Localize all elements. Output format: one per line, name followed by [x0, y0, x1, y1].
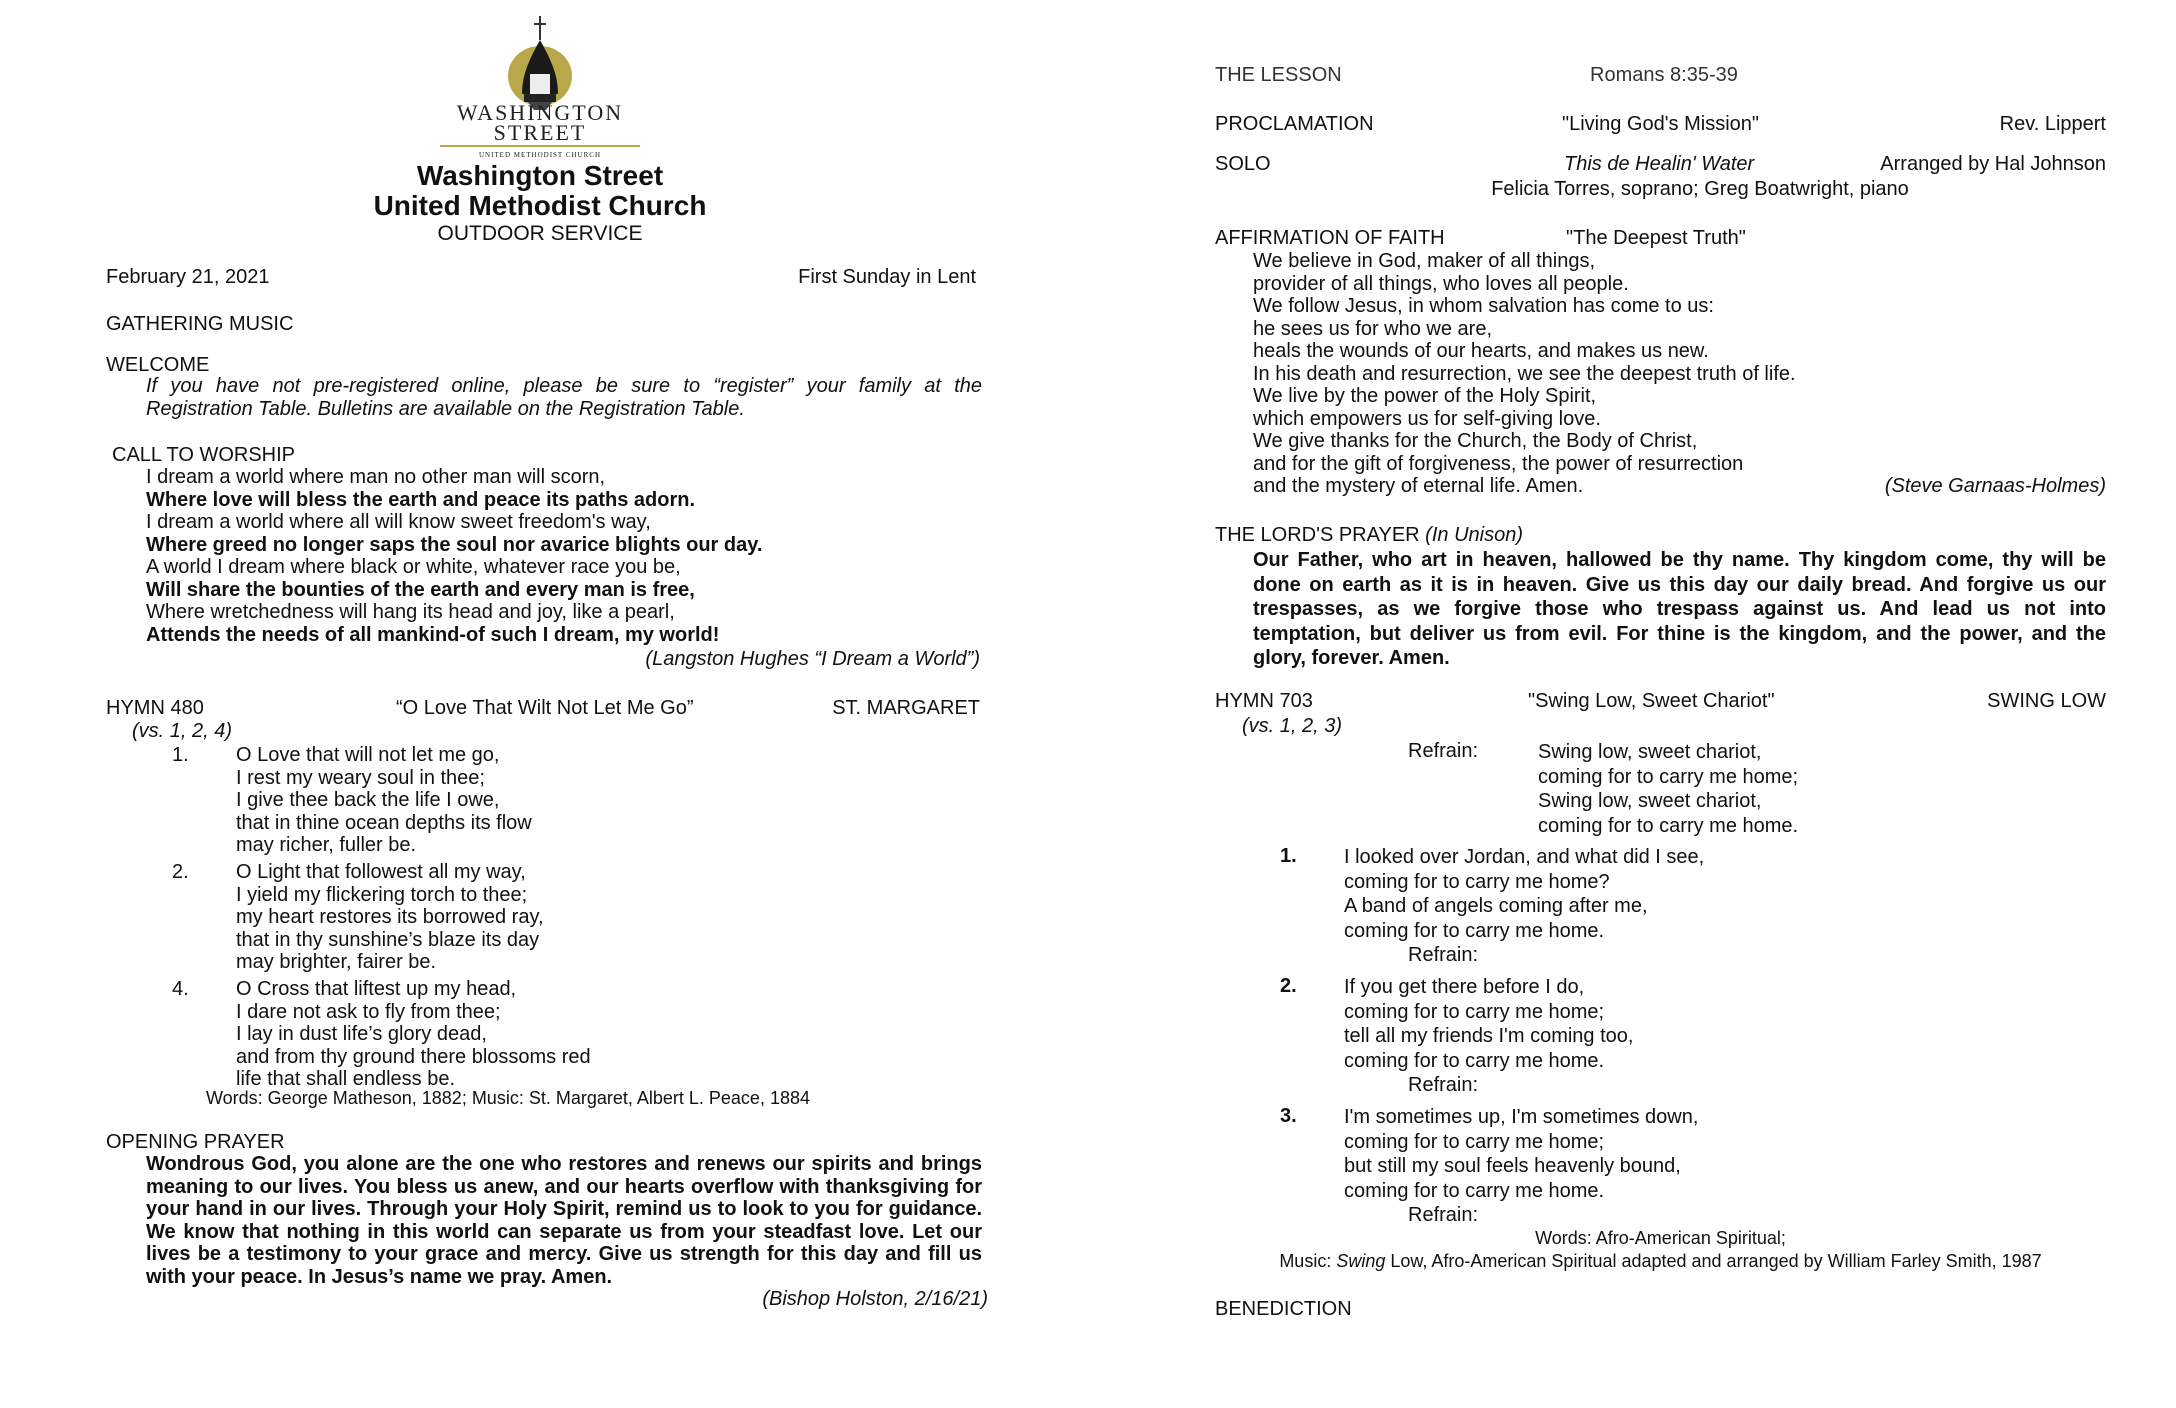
- affirmation-line: and the mystery of eternal life. Amen.: [1253, 475, 1584, 497]
- solo-label: SOLO: [1215, 153, 1271, 175]
- hymn-703-credits-words: Words: Afro-American Spiritual;: [1535, 1228, 1786, 1248]
- lords-prayer-note: (In Unison): [1425, 524, 1523, 546]
- verse-number: 4.: [172, 978, 189, 1000]
- preacher-name: Rev. Lippert: [1999, 113, 2106, 135]
- verse-line: coming for to carry me home.: [1344, 1049, 1605, 1072]
- opening-prayer-heading: OPENING PRAYER: [106, 1131, 285, 1153]
- welcome-text: If you have not pre-registered online, please be sure to “register” your family at the Registration Table. Bulletins are available on the Registration Table.: [146, 375, 982, 420]
- verse-line: life that shall endless be.: [236, 1068, 456, 1090]
- hymn-703-title: "Swing Low, Sweet Chariot": [1528, 690, 1775, 712]
- refrain-reference: Refrain:: [1408, 1074, 1479, 1096]
- verse-number: 2.: [1280, 975, 1297, 997]
- logo-subline: UNITED METHODIST CHURCH: [478, 151, 602, 159]
- litany-people-line: Will share the bounties of the earth and every man is free,: [146, 578, 695, 601]
- affirmation-title: "The Deepest Truth": [1566, 227, 1746, 249]
- refrain-reference: Refrain:: [1408, 1204, 1479, 1226]
- call-attribution: (Langston Hughes “I Dream a World”): [645, 648, 980, 670]
- affirmation-line: provider of all things, who loves all people.: [1253, 272, 1629, 295]
- verse-line: may richer, fuller be.: [236, 834, 417, 856]
- verse-line: O Light that followest all my way,: [236, 861, 526, 883]
- service-date: February 21, 2021: [106, 266, 270, 288]
- affirmation-line: We give thanks for the Church, the Body of Christ,: [1253, 430, 1698, 452]
- verse-line: but still my soul feels heavenly bound,: [1344, 1155, 1681, 1177]
- hymn-703-number: HYMN 703: [1215, 690, 1313, 712]
- verse-line: coming for to carry me home;: [1344, 1130, 1605, 1153]
- verse-line: O Cross that liftest up my head,: [236, 978, 517, 1000]
- logo-line-2: STREET: [493, 120, 587, 145]
- refrain-line: coming for to carry me home;: [1538, 765, 1799, 788]
- verse-line: I looked over Jordan, and what did I see,: [1344, 846, 1705, 868]
- logo-divider: [440, 145, 640, 147]
- lords-prayer-text: Our Father, who art in heaven, hallowed be thy name. Thy kingdom come, thy will be done on earth as it is in heaven. Give us this day our daily bread. And forgive us our trespasses, as we forgive those who trespass against us. And lead us not into temptation, but deliver us from evil. For thine is the kingdom, and the power, and the glory, forever. Amen.: [1253, 549, 2106, 669]
- verse-line: I'm sometimes up, I'm sometimes down,: [1344, 1106, 1699, 1128]
- affirmation-line: and for the gift of forgiveness, the power of resurrection: [1253, 452, 1744, 475]
- hymn-480-title: “O Love That Wilt Not Let Me Go”: [396, 697, 694, 719]
- litany-leader-line: Where wretchedness will hang its head and joy, like a pearl,: [146, 601, 675, 623]
- verse-line: coming for to carry me home.: [1344, 919, 1605, 942]
- refrain-line: Swing low, sweet chariot,: [1538, 790, 1762, 812]
- litany-leader-line: I dream a world where man no other man will scorn,: [146, 466, 606, 488]
- refrain-line: coming for to carry me home.: [1538, 814, 1799, 837]
- opening-prayer-text: Wondrous God, you alone are the one who restores and renews our spirits and brings meaning to our lives. You bless us anew, and our hearts overflow with thanksgiving for your hand in our lives. Through your Holy Spirit, remind us to look to you for guidance. We know that nothing in this world can separate us from your steadfast love. Let our lives be a testimony to your grace and mercy. Give us strength for this day and fill us with your peace. In Jesus’s name we pray. Amen.: [146, 1153, 982, 1288]
- affirmation-line: We believe in God, maker of all things,: [1253, 250, 1596, 272]
- hymn-703-verses-note: (vs. 1, 2, 3): [1242, 715, 1343, 737]
- call-to-worship-heading: CALL TO WORSHIP: [112, 444, 296, 466]
- gathering-music-heading: GATHERING MUSIC: [106, 313, 294, 335]
- verse-line: that in thine ocean depths its flow: [236, 811, 532, 834]
- refrain-text: [1538, 740, 1798, 838]
- verse-line: that in thy sunshine’s blaze its day: [236, 928, 540, 951]
- affirmation-line: We follow Jesus, in whom salvation has come to us:: [1253, 295, 1714, 317]
- verse-line: I dare not ask to fly from thee;: [236, 1000, 501, 1023]
- hymn-verse: [1344, 1105, 1698, 1228]
- verse-line: coming for to carry me home.: [1344, 1179, 1605, 1202]
- verse-line: may brighter, fairer be.: [236, 951, 437, 973]
- hymn-480-number: HYMN 480: [106, 697, 204, 719]
- verse-line: I rest my weary soul in thee;: [236, 766, 485, 789]
- proclamation-label: PROCLAMATION: [1215, 113, 1374, 135]
- verse-number: 3.: [1280, 1105, 1297, 1127]
- affirmation-label: AFFIRMATION OF FAITH: [1215, 227, 1445, 249]
- sermon-title: "Living God's Mission": [1562, 113, 1759, 135]
- hymn-verse: [1344, 975, 1633, 1098]
- hymn-verse: [1344, 845, 1704, 968]
- lesson-label: THE LESSON: [1215, 64, 1342, 86]
- verse-line: O Love that will not let me go,: [236, 744, 500, 766]
- verse-line: and from thy ground there blossoms red: [236, 1045, 591, 1068]
- church-name-line-2: United Methodist Church: [373, 190, 707, 221]
- solo-arranger: Arranged by Hal Johnson: [1880, 153, 2106, 175]
- verse-line: I lay in dust life’s glory dead,: [236, 1023, 487, 1045]
- affirmation-line: which empowers us for self-giving love.: [1253, 407, 1601, 430]
- solo-performers: Felicia Torres, soprano; Greg Boatwright, piano: [1491, 178, 1909, 200]
- affirmation-attribution: (Steve Garnaas-Holmes): [1884, 475, 2106, 497]
- service-type: OUTDOOR SERVICE: [437, 222, 643, 245]
- hymn-480-verses-note: (vs. 1, 2, 4): [132, 720, 233, 742]
- credits-music-tune: Swing: [1336, 1251, 1386, 1271]
- refrain-label: Refrain:: [1408, 740, 1479, 762]
- verse-line: A band of angels coming after me,: [1344, 895, 1648, 917]
- hymn-verse: [236, 978, 591, 1091]
- litany-leader-line: I dream a world where all will know sweet freedom's way,: [146, 511, 651, 533]
- lesson-reference: Romans 8:35-39: [1590, 64, 1738, 86]
- verse-line: my heart restores its borrowed ray,: [236, 906, 544, 928]
- affirmation-line: We live by the power of the Holy Spirit,: [1253, 385, 1597, 407]
- affirmation-text: [1253, 250, 1796, 498]
- solo-title: This de Healin' Water: [1564, 153, 1755, 175]
- benediction-heading: BENEDICTION: [1215, 1298, 1352, 1320]
- hymn-verse: [236, 744, 532, 857]
- prayer-attribution: (Bishop Holston, 2/16/21): [640, 1288, 988, 1311]
- litany-people-line: Where greed no longer saps the soul nor avarice blights our day.: [146, 533, 763, 556]
- liturgical-occasion: First Sunday in Lent: [798, 266, 976, 288]
- welcome-heading: WELCOME: [106, 354, 210, 376]
- hymn-703-tune: SWING LOW: [1987, 690, 2106, 712]
- call-to-worship-litany: [146, 466, 762, 646]
- affirmation-line: In his death and resurrection, we see the deepest truth of life.: [1253, 362, 1796, 385]
- logo-line-1: WASHINGTON: [456, 100, 624, 125]
- verse-line: tell all my friends I'm coming too,: [1344, 1025, 1634, 1047]
- hymn-verse: [236, 861, 544, 974]
- verse-line: I yield my flickering torch to thee;: [236, 883, 528, 906]
- hymn-480-credits: Words: George Matheson, 1882; Music: St. Margaret, Albert L. Peace, 1884: [206, 1088, 810, 1108]
- verse-line: coming for to carry me home;: [1344, 1000, 1605, 1023]
- verse-number: 1.: [1280, 845, 1297, 867]
- verse-line: I give thee back the life I owe,: [236, 789, 500, 811]
- litany-people-line: Attends the needs of all mankind-of such I dream, my world!: [146, 623, 720, 646]
- verse-line: coming for to carry me home?: [1344, 870, 1610, 893]
- lords-prayer-label: THE LORD'S PRAYER: [1215, 524, 1420, 546]
- verse-number: 2.: [172, 861, 189, 883]
- affirmation-line: he sees us for who we are,: [1253, 317, 1493, 340]
- litany-people-line: Where love will bless the earth and peace its paths adorn.: [146, 488, 696, 511]
- credits-music-prefix: Music:: [1279, 1251, 1337, 1271]
- verse-line: If you get there before I do,: [1344, 976, 1585, 998]
- credits-music-rest: Low, Afro-American Spiritual adapted and arranged by William Farley Smith, 1987: [1385, 1251, 2042, 1271]
- hymn-703-credits-music: [1215, 1251, 2106, 1272]
- refrain-line: Swing low, sweet chariot,: [1538, 741, 1762, 763]
- affirmation-line: heals the wounds of our hearts, and makes us new.: [1253, 340, 1709, 362]
- verse-number: 1.: [172, 744, 189, 766]
- litany-leader-line: A world I dream where black or white, whatever race you be,: [146, 556, 681, 578]
- lords-prayer-heading: [1215, 524, 1523, 547]
- church-name: Washington Street: [416, 160, 664, 191]
- hymn-480-tune: ST. MARGARET: [832, 697, 980, 719]
- refrain-reference: Refrain:: [1408, 944, 1479, 966]
